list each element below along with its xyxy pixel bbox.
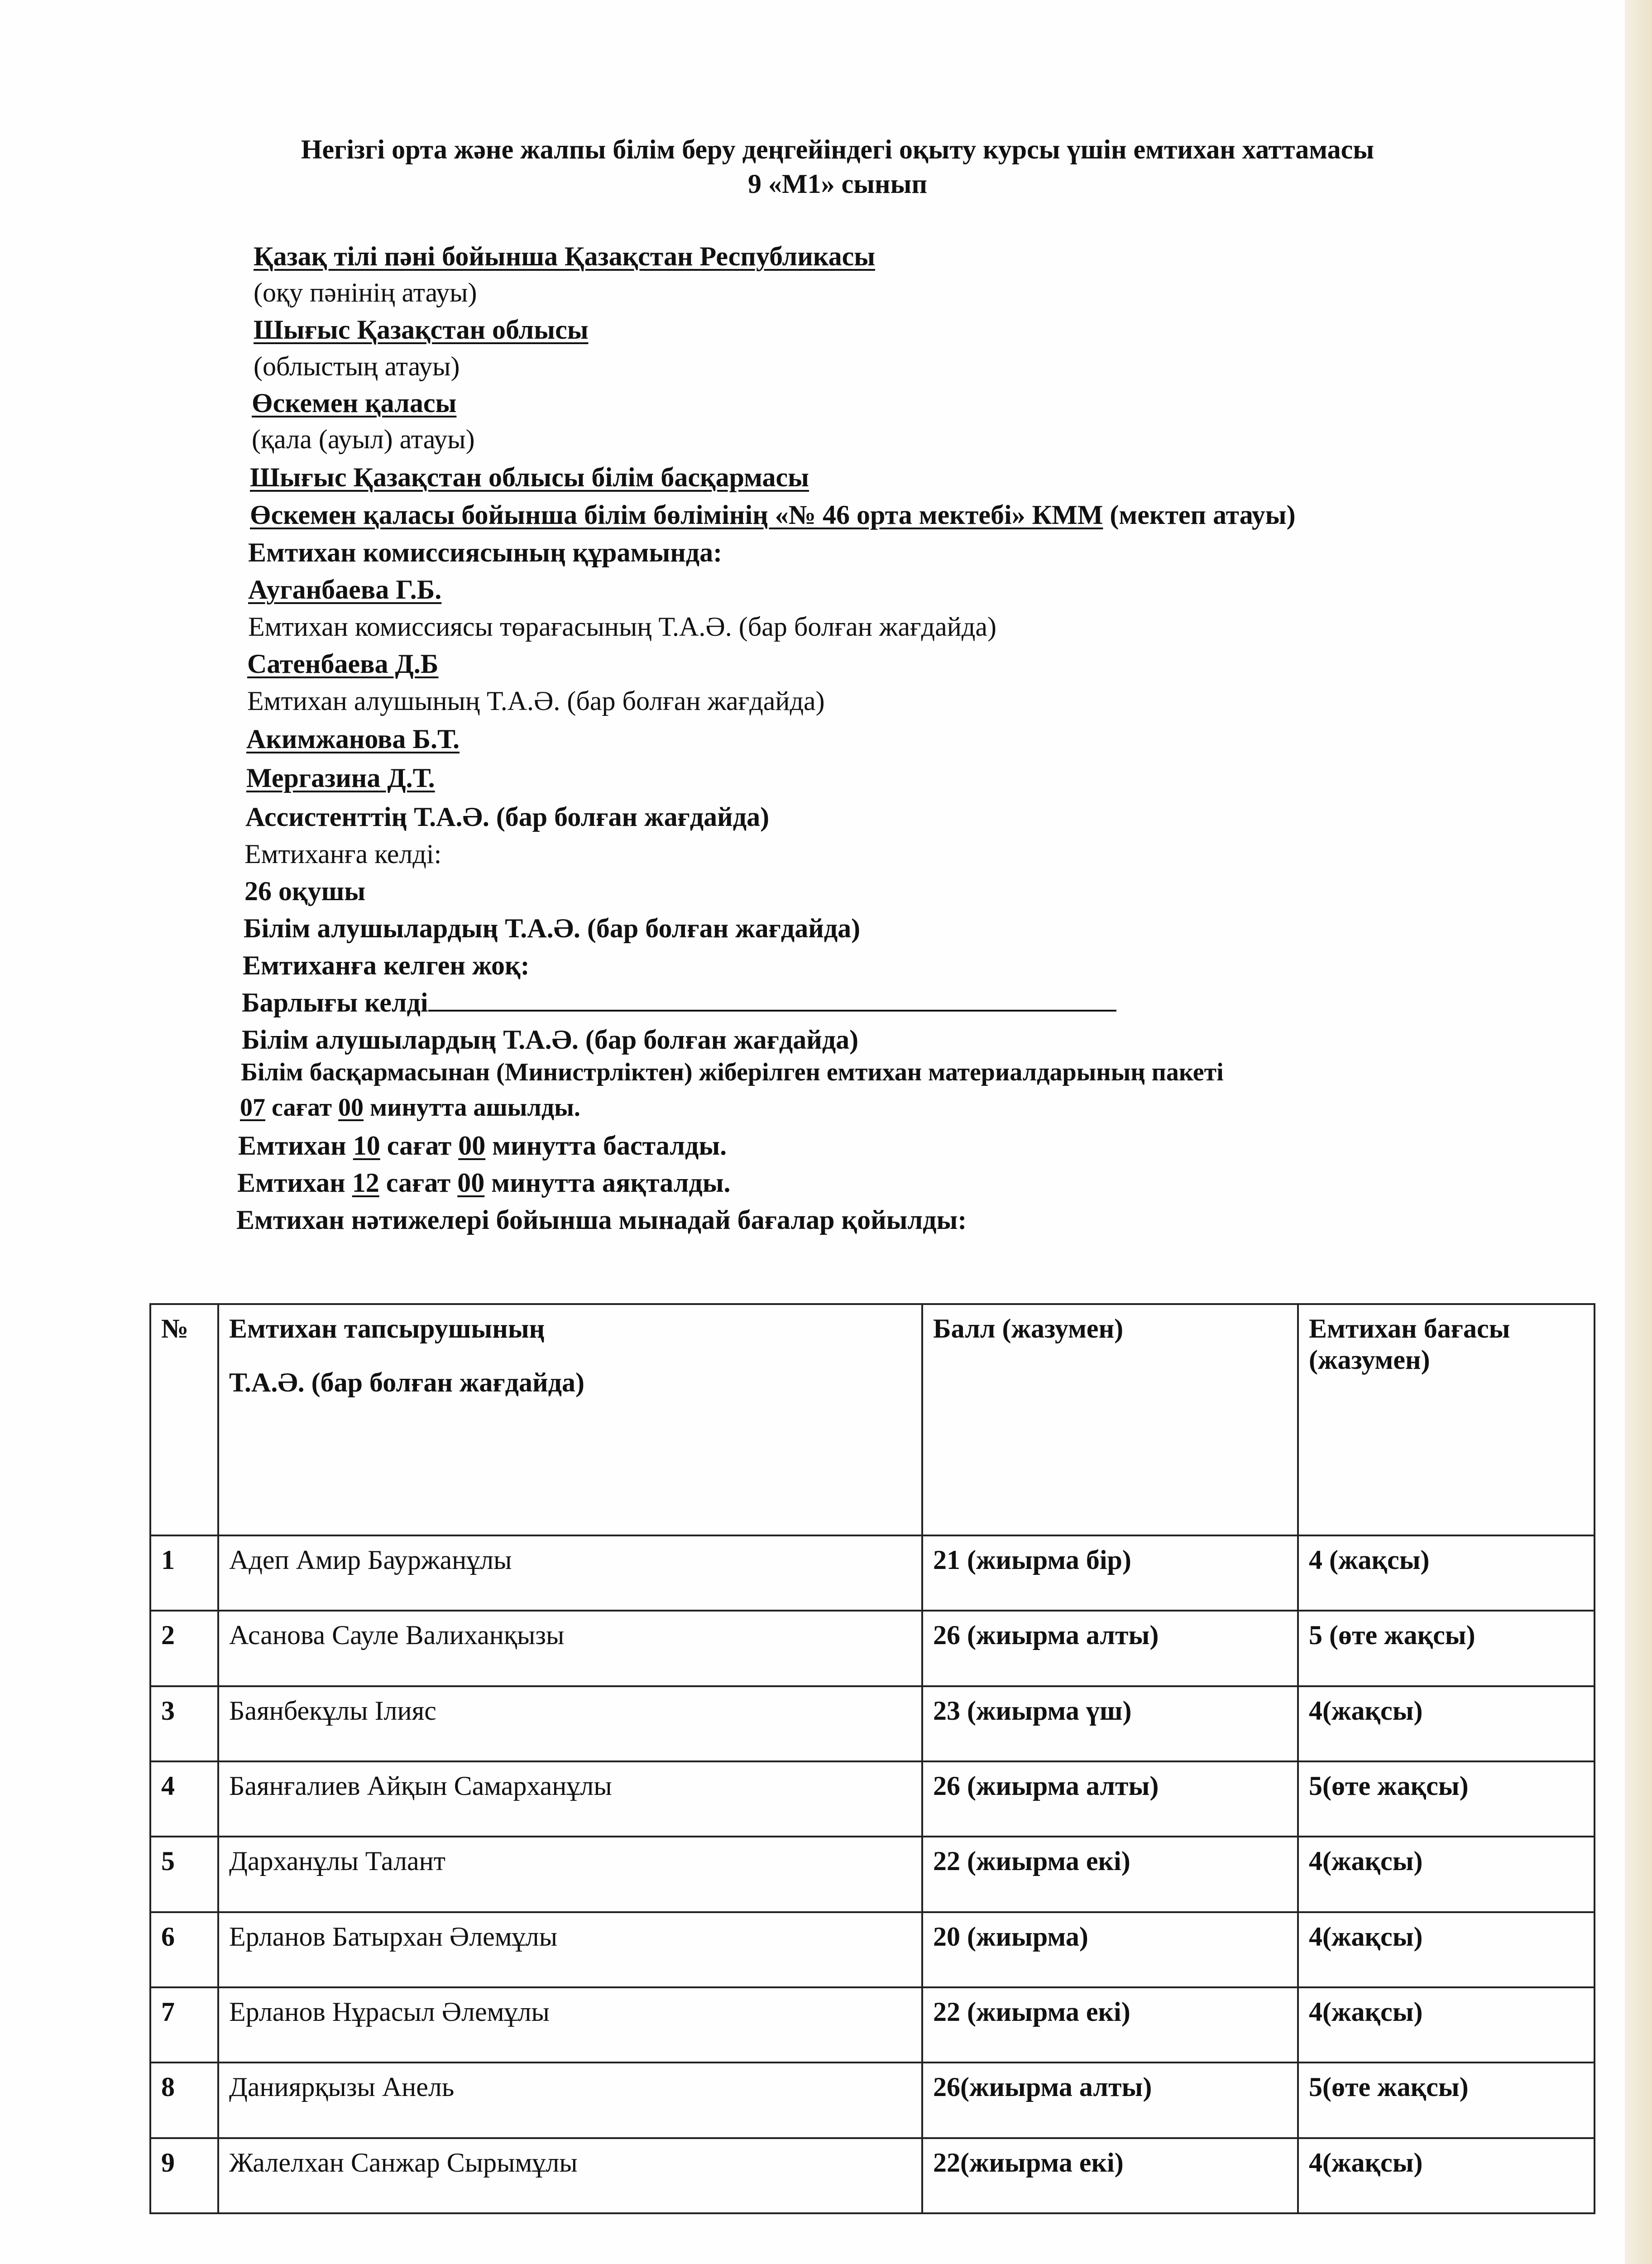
header-score: Балл (жазумен) (922, 1304, 1298, 1535)
commission-label: Емтихан комиссиясының құрамында: (248, 537, 723, 567)
row-num: 2 (150, 1611, 218, 1686)
end-hour: 12 (352, 1168, 379, 1198)
start-hour-word: сағат (387, 1131, 452, 1161)
package-time (240, 1093, 580, 1122)
grades-table (149, 1303, 1595, 2214)
row-grade: 5(өте жақсы) (1298, 2063, 1595, 2138)
row-grade: 5(өте жақсы) (1298, 1761, 1595, 1837)
package-min-word: минутта ашылды. (370, 1094, 580, 1122)
row-num: 6 (150, 1912, 218, 1987)
row-grade: 4(жақсы) (1298, 1912, 1595, 1987)
package-hour: 07 (240, 1094, 265, 1122)
school-name: Өскемен қаласы бойынша білім бөлімінің «№ 46 орта мектебі» КММ (250, 500, 1103, 530)
row-score: 22 (жиырма екі) (922, 1837, 1298, 1912)
row-score: 26 (жиырма алты) (922, 1761, 1298, 1837)
table-row (150, 1837, 1595, 1912)
department-field: Шығыс Қазақстан облысы білім басқармасы (250, 462, 809, 492)
students-caption-2: Білім алушылардың Т.А.Ә. (бар болған жағдайда) (242, 1025, 859, 1055)
results-label: Емтихан нәтижелері бойынша мынадай бағалар қойылды: (236, 1205, 967, 1235)
row-score: 23 (жиырма үш) (922, 1686, 1298, 1761)
row-num: 3 (150, 1686, 218, 1761)
header-name-line-2: Т.А.Ә. (бар болған жағдайда) (229, 1367, 584, 1397)
header-name (218, 1304, 922, 1535)
start-hour: 10 (353, 1131, 380, 1161)
row-num: 5 (150, 1837, 218, 1912)
row-num: 1 (150, 1535, 218, 1611)
table-row (150, 1535, 1595, 1611)
chair-name: Ауганбаева Г.Б. (248, 575, 442, 604)
row-score: 21 (жиырма бір) (922, 1535, 1298, 1611)
row-score: 26(жиырма алты) (922, 2063, 1298, 2138)
row-name: Адеп Амир Бауржанұлы (218, 1535, 922, 1611)
grades-table-body (150, 1304, 1595, 2213)
row-grade: 4(жақсы) (1298, 2138, 1595, 2213)
examiner-caption: Емтихан алушының Т.А.Ә. (бар болған жағдайда) (247, 686, 825, 716)
row-grade: 5 (өте жақсы) (1298, 1611, 1595, 1686)
document-title: Негізгі орта және жалпы білім беру деңгейіндегі оқыту курсы үшін емтихан хаттамасы (301, 134, 1374, 164)
row-score: 26 (жиырма алты) (922, 1611, 1298, 1686)
table-row (150, 1686, 1595, 1761)
row-name: Асанова Сауле Валиханқызы (218, 1611, 922, 1686)
row-num: 4 (150, 1761, 218, 1837)
table-row (150, 1912, 1595, 1987)
row-name: Баянғалиев Айқын Самарханұлы (218, 1761, 922, 1837)
subject-caption: (оқу пәнінің атауы) (254, 278, 477, 307)
region-field: Шығыс Қазақстан облысы (254, 315, 589, 345)
row-score: 20 (жиырма) (922, 1912, 1298, 1987)
start-min: 00 (458, 1131, 486, 1161)
region-caption: (облыстың атауы) (254, 351, 460, 381)
assistant-name-1: Акимжанова Б.Т. (246, 724, 460, 754)
row-name: Жалелхан Санжар Сырымұлы (218, 2138, 922, 2213)
row-score: 22(жиырма екі) (922, 2138, 1298, 2213)
examiner-name: Сатенбаева Д.Б (247, 649, 439, 679)
package-text: Білім басқармасынан (Министрліктен) жіберілген емтихан материалдарының пакеті (241, 1058, 1224, 1086)
school-caption: (мектеп атауы) (1110, 500, 1296, 530)
came-label: Емтиханға келді: (244, 839, 442, 869)
row-grade: 4(жақсы) (1298, 1837, 1595, 1912)
row-name: Баянбекұлы Ілияс (218, 1686, 922, 1761)
table-row (150, 2138, 1595, 2213)
end-hour-word: сағат (386, 1168, 451, 1198)
table-row (150, 2063, 1595, 2138)
start-suffix: минутта басталды. (492, 1131, 727, 1161)
start-time (238, 1130, 727, 1161)
absent-label: Емтиханға келген жоқ: (243, 950, 530, 980)
row-grade: 4(жақсы) (1298, 1987, 1595, 2063)
end-prefix: Емтихан (237, 1168, 345, 1198)
row-name: Даниярқызы Анель (218, 2063, 922, 2138)
school-field (250, 499, 1296, 531)
page-edge (1625, 0, 1652, 2264)
row-num: 9 (150, 2138, 218, 2213)
header-name-line-1: Емтихан тапсырушының (229, 1314, 545, 1343)
row-grade: 4(жақсы) (1298, 1686, 1595, 1761)
class-name: 9 «М1» сынып (747, 169, 928, 199)
end-time (237, 1167, 731, 1199)
city-caption: (қала (ауыл) атауы) (252, 424, 475, 454)
start-prefix: Емтихан (238, 1131, 346, 1161)
row-score: 22 (жиырма екі) (922, 1987, 1298, 2063)
city-field: Өскемен қаласы (252, 388, 457, 418)
package-hour-word: сағат (272, 1094, 332, 1122)
package-min: 00 (338, 1094, 364, 1122)
end-suffix: минутта аяқталды. (491, 1168, 731, 1198)
came-count: 26 оқушы (244, 876, 366, 906)
row-grade: 4 (жақсы) (1298, 1535, 1595, 1611)
assistant-caption: Ассистенттің Т.А.Ә. (бар болған жағдайда) (245, 802, 770, 832)
absent-value-line (242, 987, 1116, 1018)
chair-caption: Емтихан комиссиясы төрағасының Т.А.Ә. (бар болған жағдайда) (248, 612, 996, 642)
row-num: 8 (150, 2063, 218, 2138)
table-row (150, 1987, 1595, 2063)
assistant-name-2: Мергазина Д.Т. (246, 763, 435, 793)
subject-field: Қазақ тілі пәні бойынша Қазақстан Республикасы (254, 241, 876, 271)
absent-value: Барлығы келді (242, 988, 428, 1017)
table-header-row (150, 1304, 1595, 1535)
row-num: 7 (150, 1987, 218, 2063)
row-name: Ерланов Батырхан Әлемұлы (218, 1912, 922, 1987)
end-min: 00 (457, 1168, 485, 1198)
row-name: Дарханұлы Талант (218, 1837, 922, 1912)
table-row (150, 1761, 1595, 1837)
header-grade: Емтихан бағасы (жазумен) (1298, 1304, 1595, 1535)
header-num: № (150, 1304, 218, 1535)
underline-fill (428, 1007, 1116, 1012)
table-row (150, 1611, 1595, 1686)
students-caption-1: Білім алушылардың Т.А.Ә. (бар болған жағдайда) (244, 913, 861, 943)
row-name: Ерланов Нұрасыл Әлемұлы (218, 1987, 922, 2063)
